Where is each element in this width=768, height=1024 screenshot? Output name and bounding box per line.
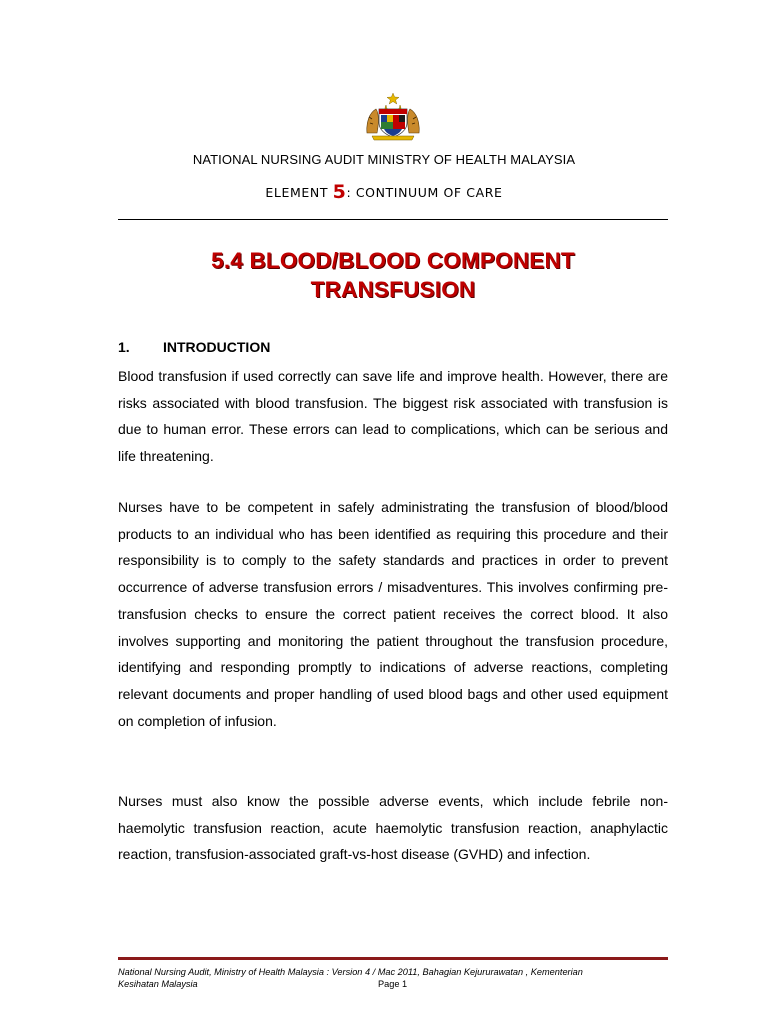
section-heading [118, 339, 270, 355]
element-suffix: : CONTINUUM OF CARE [346, 185, 503, 200]
footer-divider [118, 957, 668, 960]
header-divider [118, 219, 668, 220]
paragraph-1: Blood transfusion if used correctly can save life and improve health. However, there are risks associated with blood transfusion. The biggest risk associated with transfusion is due to human error. These errors can lead to complications, which can be serious and life threatening. [118, 368, 668, 465]
section-number: 1. [118, 339, 130, 355]
page-number: Page 1 [378, 979, 408, 989]
footer-line-2-wrap [118, 978, 583, 990]
element-subtitle [0, 180, 768, 202]
coat-of-arms-icon [364, 93, 422, 141]
paragraph-2: Nurses have to be competent in safely administrating the transfusion of blood/blood products to an individual who has been identified as requiring this procedure and their responsibility is to comply to the safety standards and practices in order to prevent occurrence of adverse transfusion errors / misadventures. This involves confirming pre-transfusion checks to ensure the correct patient receives the correct blood. It also involves supporting and monitoring the patient throughout the transfusion procedure, identifying and responding promptly to indications of adverse reactions, completing relevant documents and proper handling of used blood bags and other used equipment on completion of infusion. [118, 499, 668, 729]
page-footer [118, 966, 583, 990]
footer-line-1: National Nursing Audit, Ministry of Health Malaysia : Version 4 / Mac 2011, Bahagian Kejururawatan , Kementerian [118, 967, 583, 977]
title-line-2: TRANSFUSION [310, 277, 476, 302]
page-title [118, 246, 668, 304]
organization-header: NATIONAL NURSING AUDIT MINISTRY OF HEALTH MALAYSIA [192, 152, 576, 167]
paragraph-3: Nurses must also know the possible adverse events, which include febrile non-haemolytic transfusion reaction, acute haemolytic transfusion reaction, anaphylactic reaction, transfusion-associated graft-vs-host disease (GVHD) and infection. [118, 793, 668, 863]
title-line-1: 5.4 BLOOD/BLOOD COMPONENT [211, 248, 575, 273]
section-title: INTRODUCTION [163, 339, 271, 355]
element-prefix: ELEMENT [265, 185, 333, 200]
footer-line-2: Kesihatan Malaysia [118, 979, 198, 989]
element-number: 5 [332, 181, 347, 203]
